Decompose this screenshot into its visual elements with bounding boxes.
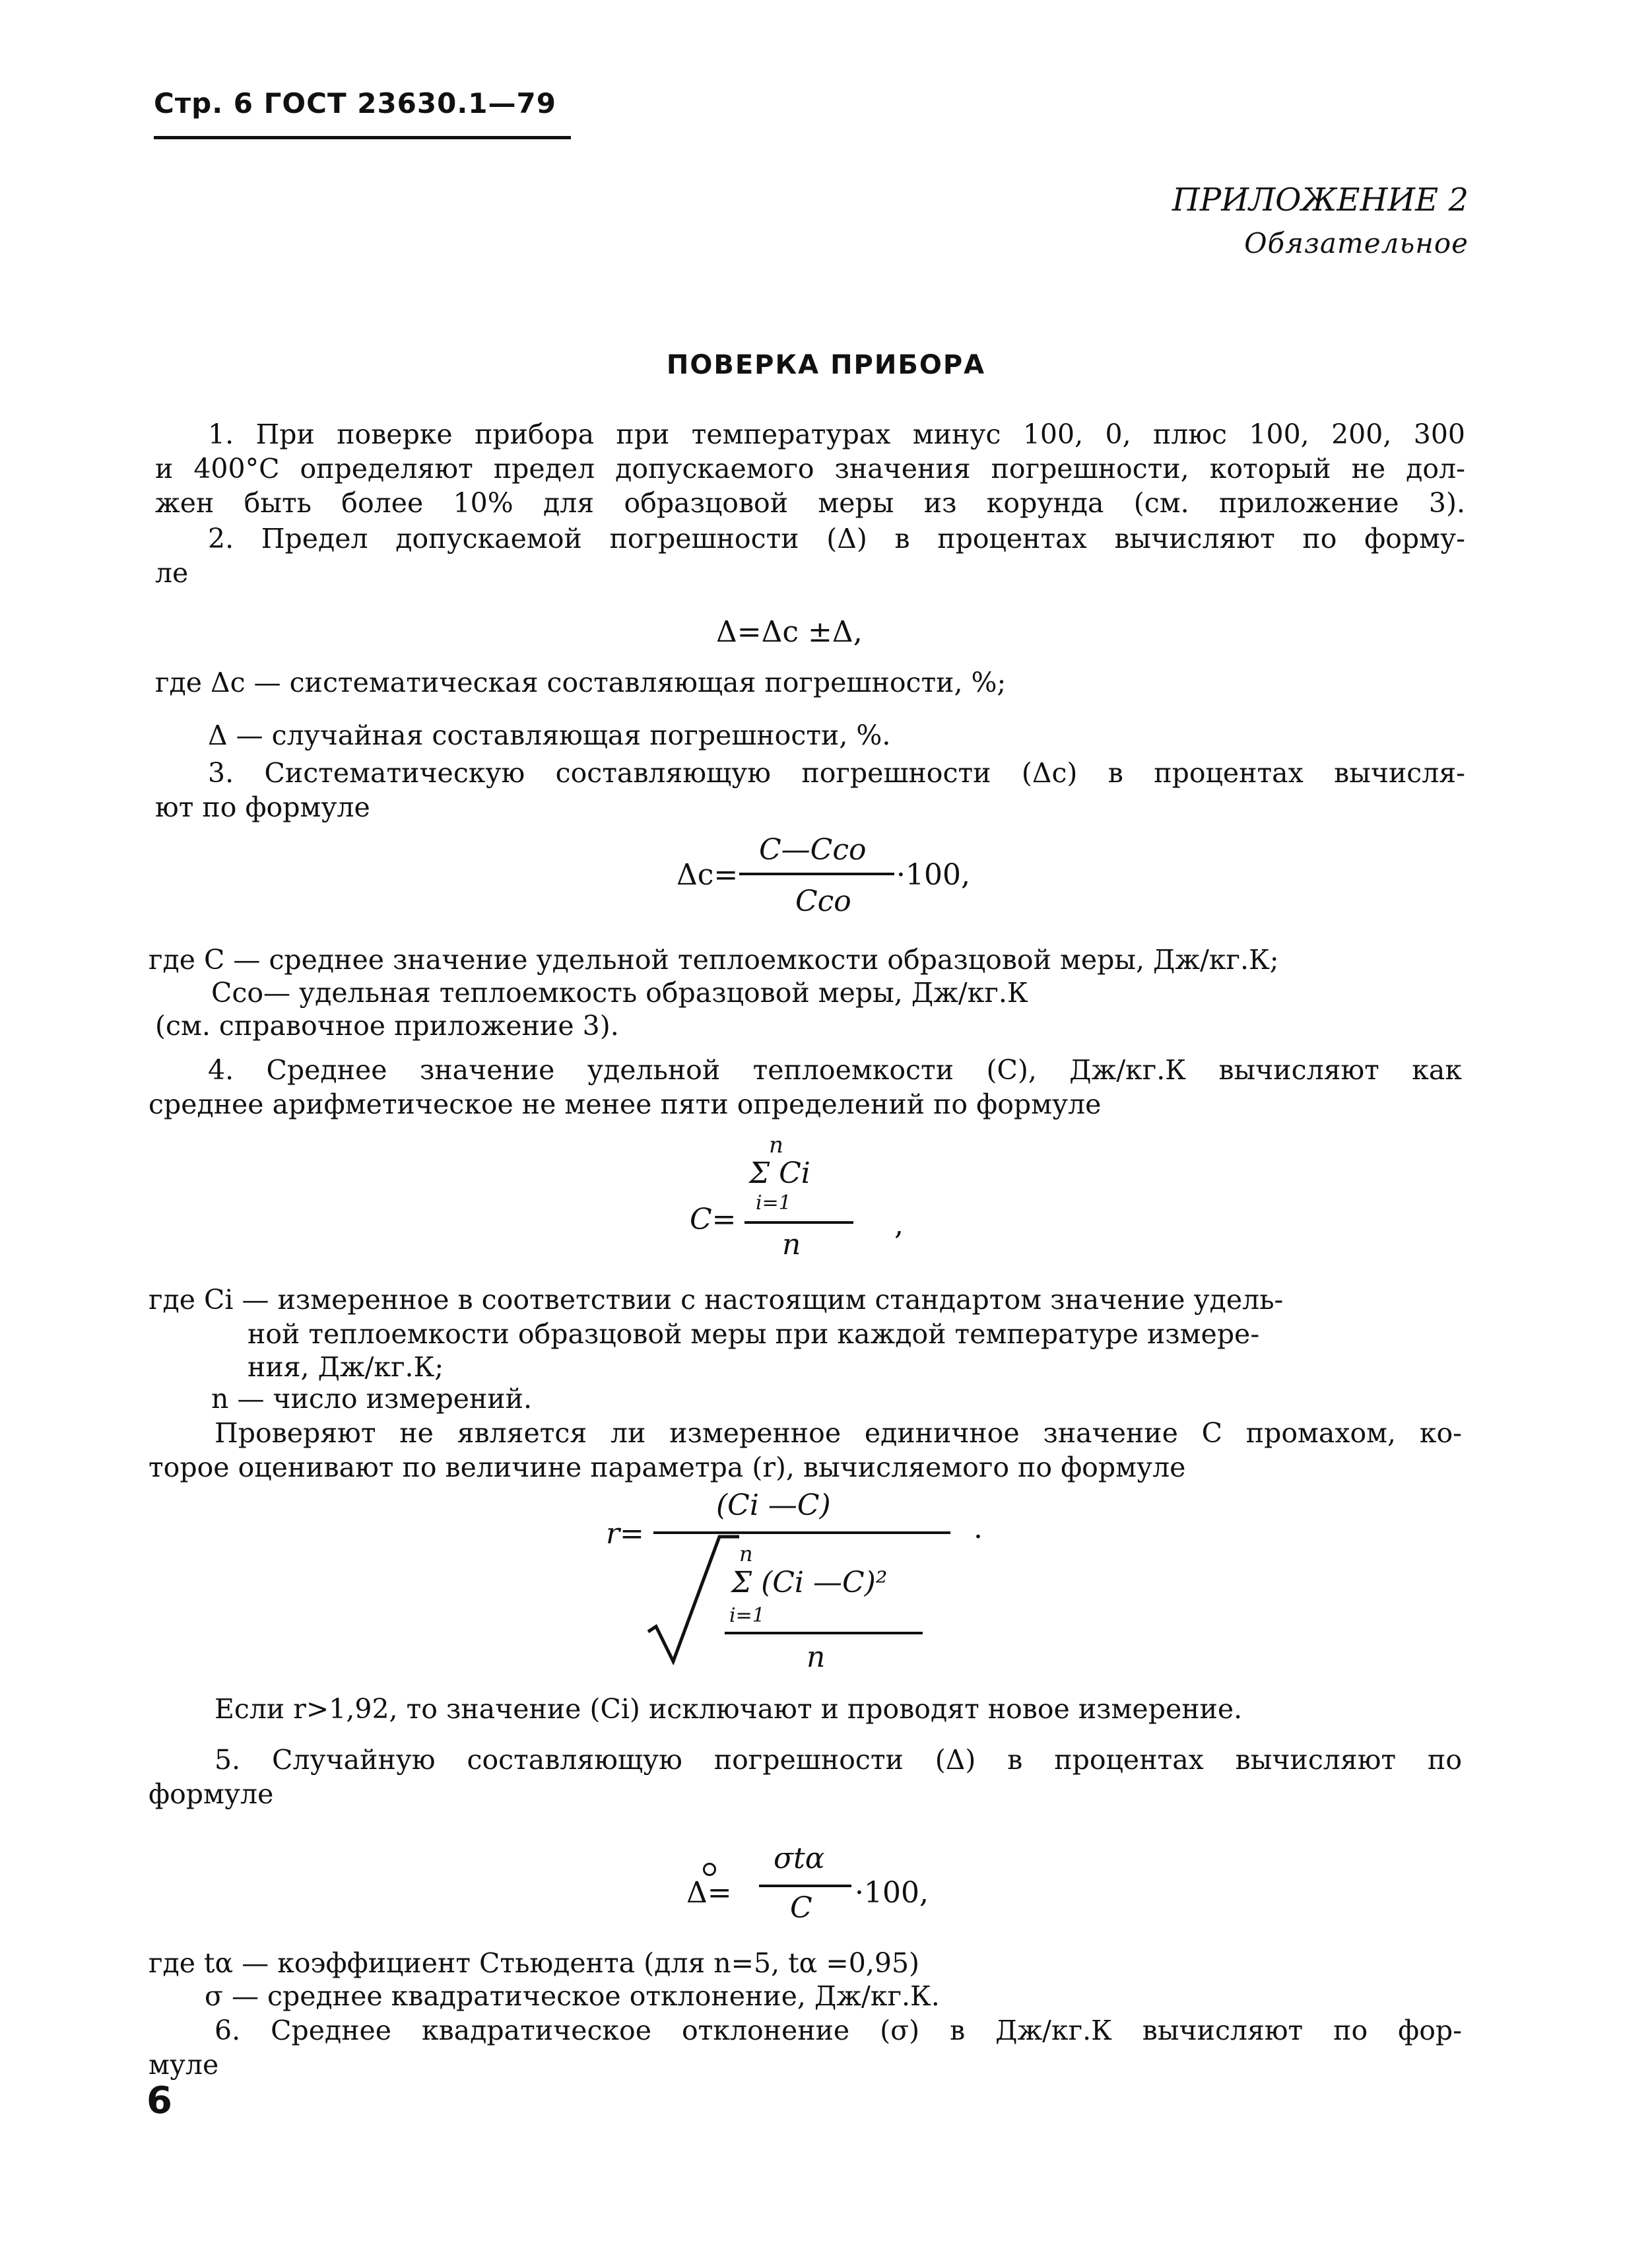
mean-sum-lower: i=1: [756, 1191, 791, 1215]
p2-line-1: 2. Предел допускаемой погрешности (Δ) в процентах вычисляют по форму-: [208, 523, 1465, 554]
p5-where-1: где tα — коэффициент Стьюдента (для n=5, tα =0,95): [149, 1947, 920, 1979]
r-formula-left: r=: [606, 1517, 644, 1551]
random-formula-right: ·100,: [855, 1876, 929, 1910]
p3-where-3: (см. справочное приложение 3).: [155, 1010, 619, 1042]
p4-line-2: среднее арифметическое не менее пяти определений по формуле: [149, 1088, 1102, 1120]
p4-where-4: n — число измерений.: [211, 1383, 532, 1415]
r-sum: Σ (Ci —C)²: [731, 1566, 888, 1599]
p5-where-2: σ — среднее квадратическое отклонение, Дж/кг.К.: [205, 1980, 940, 2012]
appendix-title: ПРИЛОЖЕНИЕ 2: [1172, 182, 1469, 218]
formula-delta: Δ=Δс ±Δ,: [716, 615, 863, 649]
page-header: Стр. 6 ГОСТ 23630.1—79: [154, 87, 556, 119]
r-denominator: n: [807, 1640, 826, 1674]
p2-line-2: ле: [155, 557, 189, 589]
random-denominator: C: [790, 1891, 812, 1925]
outlier-check-line-2: торое оценивают по величине параметра (r), вычисляемого по формуле: [149, 1452, 1186, 1483]
p4-where-3: ния, Дж/кг.К;: [248, 1351, 444, 1383]
header-rule: [154, 136, 571, 139]
random-formula-left: [686, 1876, 732, 1910]
section-title: ПОВЕРКА ПРИБОРА: [666, 350, 986, 380]
p5-line-1: 5. Случайную составляющую погрешности (Δ) в процентах вычисляют по: [215, 1744, 1462, 1776]
paragraph-2: [155, 521, 1465, 590]
p3-where-2: Cсо— удельная теплоемкость образцовой меры, Дж/кг.К: [211, 977, 1028, 1009]
paragraph-6: [149, 2013, 1462, 2082]
formula-systematic-left: Δс=: [677, 858, 739, 892]
r-numerator: (Ci —C): [716, 1488, 831, 1522]
random-formula-left-text: Δ=: [686, 1876, 732, 1910]
mean-fraction-line: [744, 1221, 853, 1224]
p5-line-2: формуле: [149, 1778, 274, 1810]
p4-where-2: ной теплоемкости образцовой меры при каждой температуре измере-: [248, 1318, 1260, 1350]
formula-systematic-numerator: C—Cсо: [759, 833, 867, 867]
paragraph-4: [149, 1053, 1462, 1121]
p6-line-1: 6. Среднее квадратическое отклонение (σ) в Дж/кг.К вычисляют по фор-: [215, 2015, 1462, 2046]
mean-denominator: n: [782, 1228, 801, 1261]
outlier-rule: Если r>1,92, то значение (Ci) исключают и проводят новое измерение.: [215, 1693, 1243, 1725]
r-sum-lower: i=1: [729, 1604, 765, 1627]
r-sum-upper: n: [739, 1541, 753, 1566]
appendix-label: [1172, 178, 1469, 265]
p3-line-1: 3. Систематическую составляющую погрешности (Δс) в процентах вычисля-: [208, 757, 1465, 789]
r-dot: .: [974, 1512, 983, 1545]
mean-sum: Σ Ci: [749, 1156, 810, 1190]
p3-where-1: где C — среднее значение удельной теплоемкости образцовой меры, Дж/кг.К;: [149, 944, 1279, 976]
formula-systematic-fraction-line: [739, 873, 894, 875]
r-inner-fraction-line: [725, 1632, 923, 1634]
p1-line-3: жен быть более 10% для образцовой меры из корунда (см. приложение 3).: [155, 487, 1465, 519]
appendix-status: Обязательное: [1244, 227, 1469, 259]
outlier-check-line-1: Проверяют не является ли измеренное единичное значение C промахом, ко-: [215, 1417, 1462, 1449]
paragraph-5: [149, 1743, 1462, 1811]
p2-where-2: Δ — случайная составляющая погрешности, %.: [208, 719, 891, 751]
mean-comma: ,: [894, 1208, 904, 1242]
mean-formula-left: C=: [690, 1203, 737, 1236]
p1-line-2: и 400°С определяют предел допускаемого значения погрешности, который не дол-: [155, 453, 1465, 485]
p4-line-1: 4. Среднее значение удельной теплоемкости (C), Дж/кг.К вычисляют как: [208, 1054, 1462, 1086]
random-fraction-line: [759, 1885, 851, 1887]
paragraph-1: [155, 417, 1465, 520]
formula-systematic-denominator: Cсо: [795, 885, 851, 918]
formula-systematic-right: ·100,: [896, 858, 970, 892]
random-numerator: σtα: [774, 1842, 825, 1875]
p2-where-1: где Δс — систематическая составляющая погрешности, %;: [155, 667, 1007, 698]
mean-sum-upper: n: [769, 1132, 783, 1158]
p4-where-1: где Ci — измеренное в соответствии с настоящим стандартом значение удель-: [149, 1284, 1284, 1316]
p3-line-2: ют по формуле: [155, 791, 370, 823]
square-root-sign: [647, 1533, 739, 1665]
outlier-check: [149, 1416, 1462, 1485]
page-number: 6: [147, 2079, 172, 2122]
p1-line-1: 1. При поверке прибора при температурах минус 100, 0, плюс 100, 200, 300: [208, 418, 1465, 450]
p6-line-2: муле: [149, 2049, 219, 2081]
paragraph-3: [155, 756, 1465, 824]
